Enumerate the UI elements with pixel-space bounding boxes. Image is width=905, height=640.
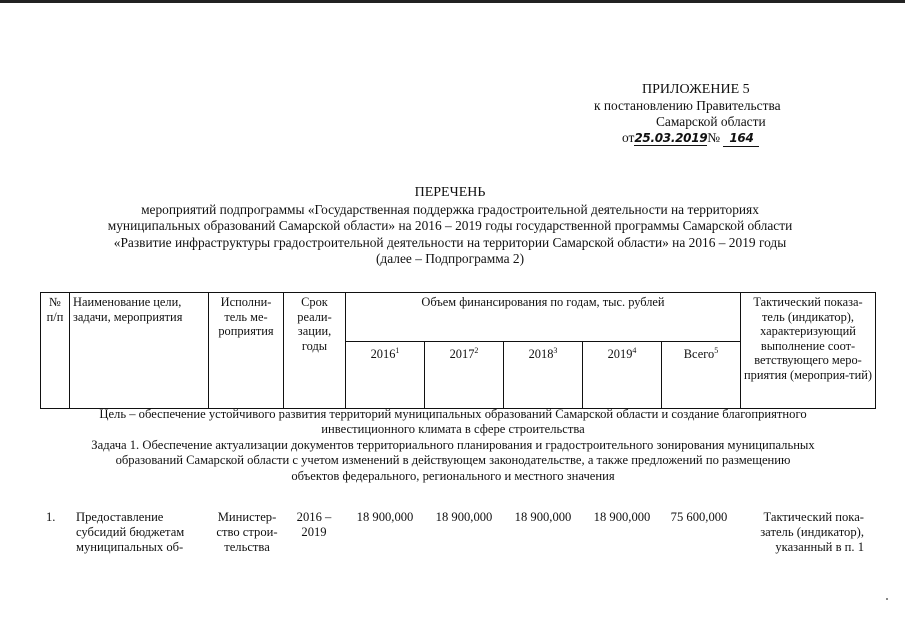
row1-term: 2016 – 2019	[296, 510, 332, 539]
header-num: № п/п	[41, 293, 70, 409]
title-main: ПЕРЕЧЕНЬ	[414, 185, 486, 200]
handwritten-number: 164	[723, 130, 759, 147]
header-year-2016: 2016$^1$	[346, 342, 425, 409]
goal-and-task	[40, 407, 866, 484]
task-line: Задача 1. Обеспечение актуализации документов территориального планирования и градостроительного зонирования муниципальных	[91, 437, 815, 452]
title-line: «Развитие инфраструктуры градостроительной деятельности на территории Самарской области» на 2016 – 2019 годы	[113, 234, 787, 250]
header-executor: Исполни-тель ме-роприятия	[209, 293, 284, 409]
task-line: объектов федерального, регионального и местного значения	[291, 468, 615, 483]
appendix-resolution-line: к постановлению Правительства	[594, 98, 781, 113]
title-line: муниципальных образований Самарской области» на 2016 – 2019 годы государственной программы Самарской области	[107, 218, 793, 234]
row1-value-2016: 18 900,000	[356, 510, 414, 524]
header-financing: Объем финансирования по годам, тыс. рублей	[346, 293, 741, 342]
goal-line: инвестиционного климата в сфере строительства	[321, 422, 585, 437]
goal-line: Цель – обеспечение устойчивого развития территорий муниципальных образований Самарской области и создание благоприятного	[99, 407, 807, 421]
header-year-2018: 2018$^3$	[504, 342, 583, 409]
scan-speck	[886, 598, 888, 600]
header-year-2019: 2019$^4$	[583, 342, 662, 409]
row1-value-total: 75 600,000	[670, 510, 728, 524]
handwritten-date: 25.03.2019	[634, 131, 708, 145]
number-prefix: №	[707, 130, 721, 145]
appendix-region-line: Самарской области	[656, 114, 766, 129]
header-term: Срок реали-зации, годы	[284, 293, 346, 409]
appendix-title: ПРИЛОЖЕНИЕ 5	[642, 82, 750, 97]
scan-edge	[0, 0, 905, 3]
header-indicator: Тактический показа-тель (индикатор), характеризующий выполнение соот-ветствующего меро-приятия (мероприя-тий)	[741, 293, 876, 409]
row1-name: Предоставление субсидий бюджетам муниципальных об-	[76, 510, 185, 554]
appendix-block	[560, 82, 860, 147]
header-year-2017: 2017$^2$	[425, 342, 504, 409]
title-line: (далее – Подпрограмма 2)	[375, 250, 525, 266]
row1-value-2017: 18 900,000	[435, 510, 493, 524]
appendix-date-line	[560, 130, 860, 147]
document-title	[40, 185, 860, 267]
row1-indicator: Тактический пока- затель (индикатор), указанный в п. 1	[760, 510, 864, 554]
row1-num: 1.	[46, 510, 56, 524]
title-line: мероприятий подпрограммы «Государственная поддержка градостроительной деятельности на территориях	[141, 202, 759, 218]
row1-value-2018: 18 900,000	[514, 510, 572, 524]
header-name: Наименование цели, задачи, мероприятия	[70, 293, 209, 409]
row1-value-2019: 18 900,000	[593, 510, 651, 524]
row1-executor: Министер- ство строи- тельства	[216, 510, 278, 554]
date-prefix: от	[622, 130, 635, 145]
header-total: Всего$^5$	[662, 342, 741, 409]
measures-table-header	[40, 292, 876, 409]
task-line: образований Самарской области с учетом изменений в действующем законодательстве, а также предложений по размещению	[115, 453, 791, 468]
